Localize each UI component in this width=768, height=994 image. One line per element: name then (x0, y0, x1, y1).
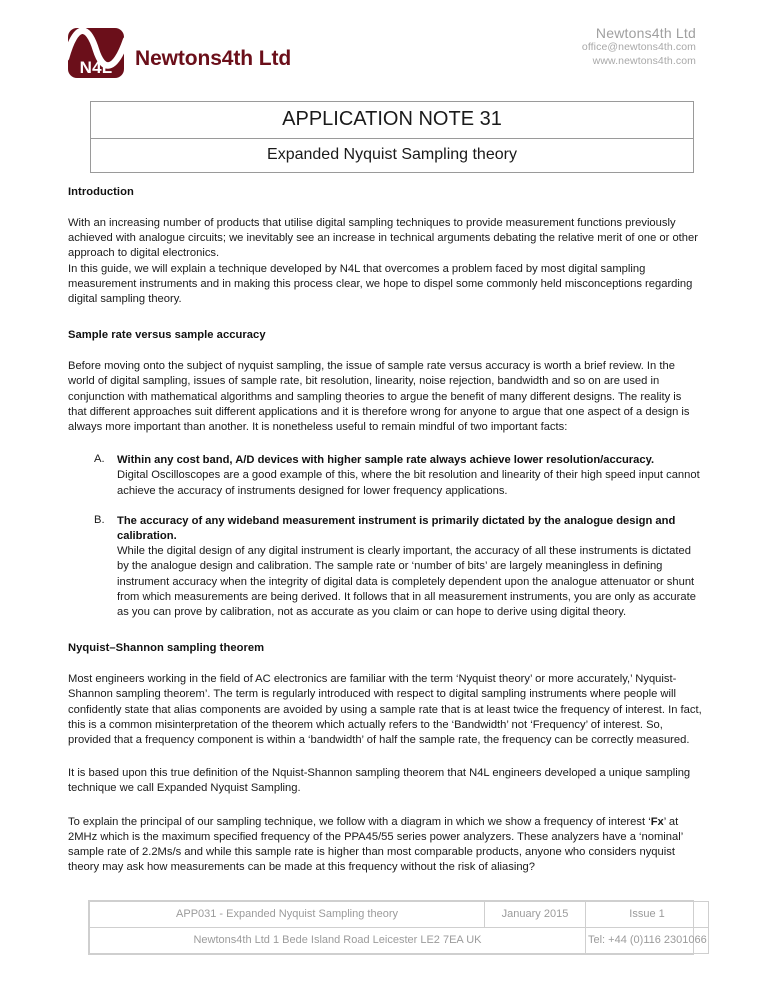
document-title-box (90, 101, 694, 173)
contact-company-name: Newtons4th Ltd (595, 25, 696, 41)
spacer (68, 435, 702, 453)
nyquist-paragraph-1: Most engineers working in the field of AC electronics are familiar with the term ‘Nyquist theory’ or more accurately,’ Nyquist-Shannon sampling theorem’. The term is regularly introduced with respect to digital sampling instruments where people will confidently state that alias components are avoided by using a sample rate that is at least twice the frequency of interest. In fact, this is a common misinterpretation of the theorem which actually refers to the ‘Bandwidth’ not ‘Frequency’ of interest. So, provided that a frequency component is within a ‘bandwidth’ of half the sample rate, the frequency can be correctly measured. (68, 673, 702, 747)
spacer (68, 499, 702, 514)
spacer (68, 654, 702, 672)
footer-date: January 2015 (485, 902, 586, 928)
heading-sample-rate: Sample rate versus sample accuracy (68, 329, 266, 342)
list-marker: B. (94, 513, 105, 526)
spacer (68, 620, 702, 642)
header-contact-info (582, 26, 696, 68)
sample-rate-paragraph-1: Before moving onto the subject of nyquist sampling, the issue of sample rate versus accuracy is worth a brief review. In the world of digital sampling, issues of sample rate, bit resolution, linearity, noise rejection, bandwidth and so on are used in conjunction with mathematical algorithms and sampling theories to argue the benefit of many different designs. The reality is that different approaches suit different applications and it is therefore wrong for anyone to argue that one aspect of a design is always more important than another. It is nonetheless useful to remain mindful of two important facts: (68, 360, 690, 434)
heading-introduction: Introduction (68, 186, 134, 198)
spacer (68, 307, 702, 329)
heading-nyquist-shannon: Nyquist–Shannon sampling theorem (68, 642, 265, 655)
list-marker: A. (94, 453, 105, 466)
page-header (0, 26, 768, 88)
fact-body: While the digital design of any digital instrument is clearly important, the accuracy of all these instruments is dictated by the analogue design and calibration. The sample rate or ‘number of bits’ are largely meaningless in defining instrument accuracy when the integrity of digital data is completely dependent upon the analogue attenuator or shunt from which measurements are being derived. It follows that in all measurement instruments, you are only as accurate as you can prove by calibration, not as accurate as you claim or can hope to derive using digital theory. (117, 545, 696, 619)
n4l-logo-text: N4L (79, 58, 113, 77)
fact-headline: Within any cost band, A/D devices with higher sample rate always achieve lower resolution/accuracy. (117, 454, 655, 467)
intro-paragraph-1: With an increasing number of products that utilise digital sampling techniques to provide measurement functions previously achieved with analogue circuits; we inevitably see an increase in technical arguments debating the relative merit of one or other approach to digital electronics. (68, 217, 698, 260)
nyquist-paragraph-3-pre: To explain the principal of our sampling technique, we follow with a diagram in which we show a frequency of interest ‘ (68, 815, 651, 828)
table-row (90, 902, 709, 928)
contact-website: www.newtons4th.com (592, 55, 696, 67)
nyquist-paragraph-3 (68, 815, 702, 876)
important-facts-list (68, 453, 702, 620)
n4l-logo-mark (68, 28, 124, 78)
nyquist-paragraph-3-post: ’ at 2MHz which is the maximum specified frequency of the PPA45/55 series power analyzers. These analyzers have a ‘nominal’ sample rate of 2.2Ms/s and while this sample rate is higher than most comparable products, anyone who considers nyquist theory may ask how measurements can be made at this frequency without the risk of aliasing? (68, 815, 683, 874)
contact-email: office@newtons4th.com (581, 41, 696, 53)
list-item (68, 453, 702, 499)
nyquist-paragraph-2: It is based upon this true definition of the Nquist-Shannon sampling theorem that N4L engineers developed a unique sampling technique we call Expanded Nyquist Sampling. (68, 767, 691, 795)
document-body (68, 186, 702, 876)
fact-headline: The accuracy of any wideband measurement instrument is primarily dictated by the analogue design and calibration. (117, 514, 676, 543)
intro-paragraph-2: In this guide, we will explain a technique developed by N4L that overcomes a problem faced by most digital sampling measurement instruments and in making this process clear, we hope to dispel some commonly held misconceptions regarding digital sampling theory. (68, 262, 693, 306)
brand-logo (68, 28, 291, 78)
footer-telephone: Tel: +44 (0)116 2301066 (586, 928, 709, 954)
table-row (90, 928, 709, 954)
footer-table (89, 901, 709, 954)
list-item (68, 514, 702, 620)
company-name-heading: Newtons4th Ltd (135, 47, 292, 70)
application-note-title: APPLICATION NOTE 31 (91, 102, 693, 139)
footer-issue: Issue 1 (586, 902, 709, 928)
frequency-symbol-fx: Fx (650, 815, 664, 828)
spacer (68, 797, 702, 815)
page-footer (88, 900, 707, 955)
spacer (68, 748, 702, 766)
footer-address: Newtons4th Ltd 1 Bede Island Road Leicester LE2 7EA UK (90, 928, 586, 954)
spacer (68, 341, 702, 359)
footer-doc-reference: APP031 - Expanded Nyquist Sampling theory (90, 902, 485, 928)
application-note-subtitle: Expanded Nyquist Sampling theory (267, 146, 517, 163)
spacer (68, 198, 702, 216)
fact-body: Digital Oscilloscopes are a good example of this, where the bit resolution and linearity of their high speed input cannot achieve the accuracy of instruments designed for lower frequency applications. (117, 469, 700, 497)
